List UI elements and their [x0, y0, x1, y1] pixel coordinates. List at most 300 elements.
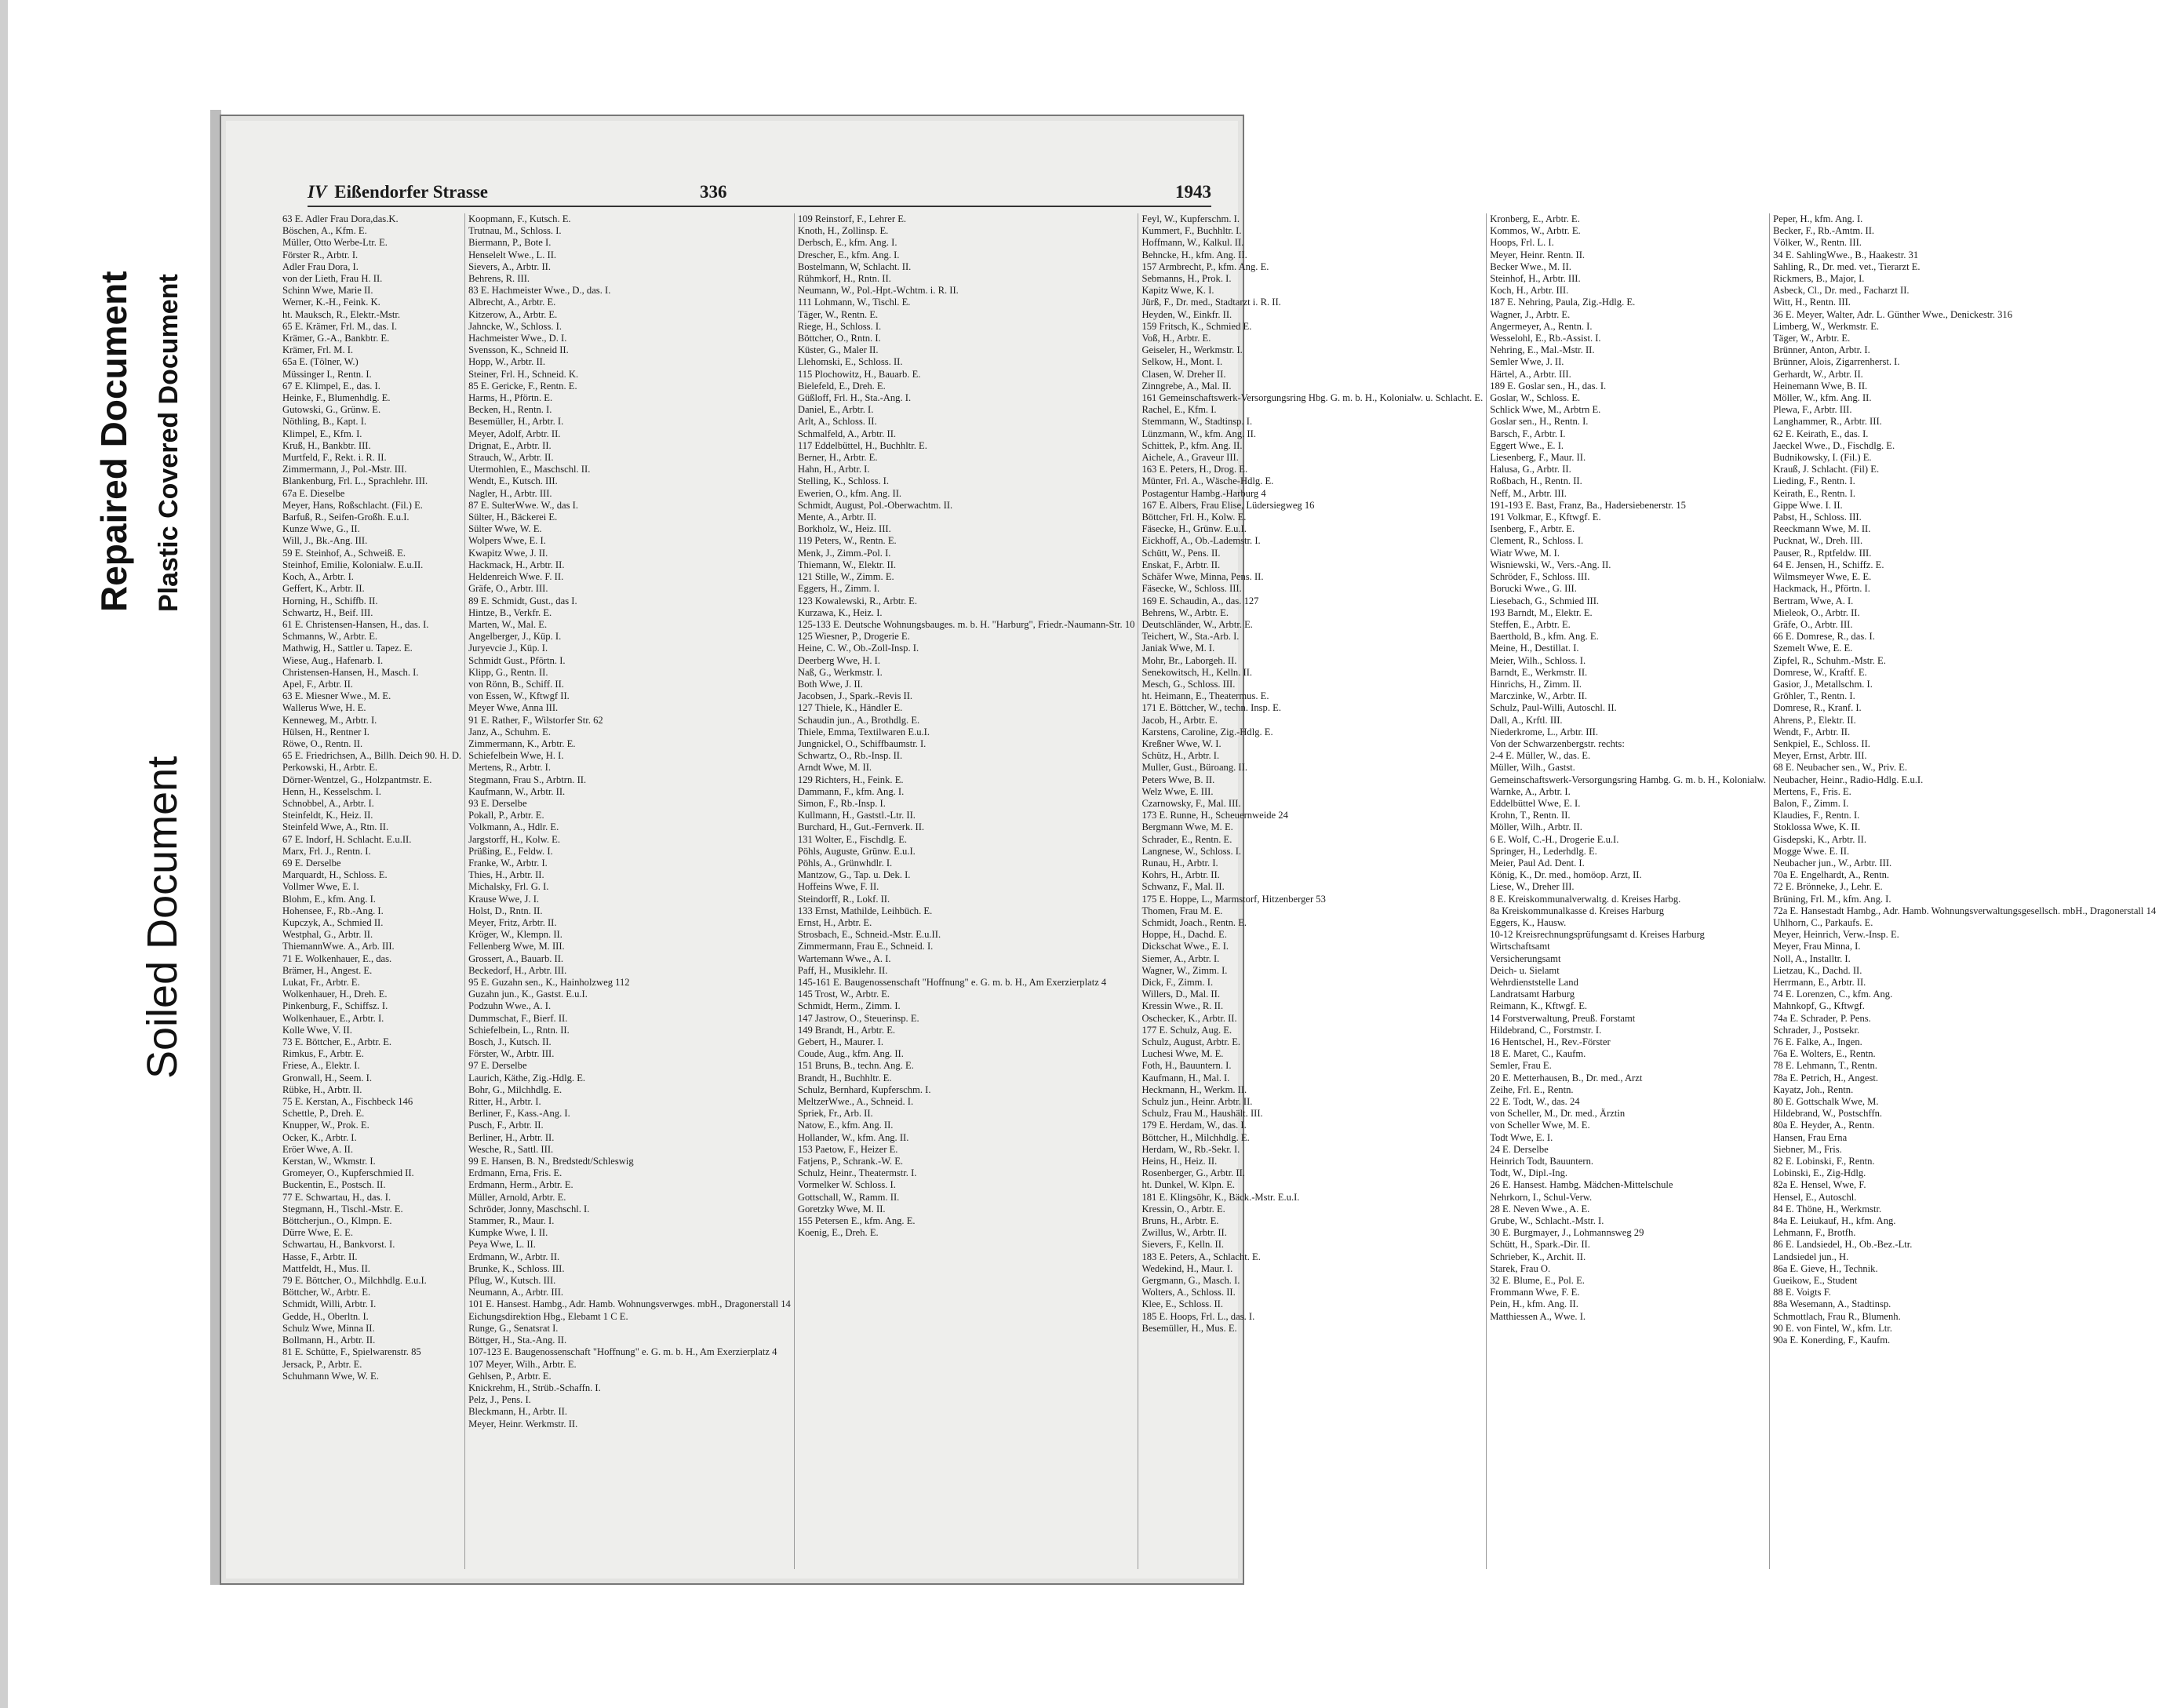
directory-entry: 91 E. Rather, F., Wilstorfer Str. 62: [468, 714, 603, 726]
directory-entry: Meier, Wilh., Schloss. I.: [1490, 654, 1586, 666]
directory-entry: Meine, H., Destillat. I.: [1490, 643, 1579, 654]
directory-entry: Will, J., Bk.-Ang. III.: [282, 535, 368, 547]
directory-entry: Schnobbel, A., Arbtr. I.: [282, 797, 374, 809]
directory-entry: Feyl, W., Kupferschm. I.: [1141, 213, 1240, 224]
directory-entry: 26 E. Hansest. Hambg. Mädchen-Mittelschule: [1490, 1179, 1673, 1191]
directory-entry: 149 Brandt, H., Arbtr. E.: [797, 1024, 896, 1036]
directory-entry: 2-4 E. Müller, W., das. E.: [1490, 750, 1591, 762]
directory-entry: Neubacher, Heinr., Radio-Hdlg. E.u.I.: [1773, 774, 1924, 785]
directory-entry: Frommann Wwe, F. E.: [1490, 1287, 1580, 1298]
directory-entry: 16 Hentschel, H., Rev.-Förster: [1490, 1036, 1611, 1048]
directory-entry: Täger, W., Arbtr. E.: [1773, 333, 1851, 344]
directory-entry: Eichungsdirektion Hbg., Elebamt 1 C E.: [468, 1310, 628, 1322]
directory-entry: Heckmann, H., Werkm. II.: [1141, 1083, 1247, 1095]
directory-entry: Kayatz, Joh., Rentn.: [1773, 1083, 1854, 1095]
directory-entry: 97 E. Derselbe: [468, 1060, 527, 1072]
directory-entry: 65 E. Krämer, Frl. M., das. I.: [282, 320, 398, 332]
directory-entry: 161 Gemeinschaftswerk-Versorgungsring Hbg. G. m. b. H., Kolonialw. u. Schlacht. E.: [1141, 392, 1484, 404]
directory-entry: Brünner, Alois, Zigarrenherst. I.: [1773, 356, 1900, 368]
directory-entry: Mohr, Br., Laborgeh. II.: [1141, 654, 1237, 666]
directory-entry: Pelz, J., Pens. I.: [468, 1394, 531, 1406]
directory-entry: Bertram, Wwe, A. I.: [1773, 595, 1854, 606]
directory-entry: Müller, Otto Werbe-Ltr. E.: [282, 237, 388, 249]
directory-entry: Brämer, H., Angest. E.: [282, 964, 373, 976]
directory-entry: 86a E. Gieve, H., Technik.: [1773, 1262, 1878, 1274]
directory-page: [220, 115, 2157, 1585]
directory-entry: Münter, Frl. A., Wäsche-Hdlg. E.: [1141, 475, 1274, 487]
directory-entry: Utermohlen, E., Maschschl. II.: [468, 464, 591, 475]
directory-entry: 73 E. Böttcher, E., Arbtr. E.: [282, 1036, 392, 1048]
directory-entry: Wagner, J., Arbtr. E.: [1490, 308, 1571, 320]
directory-entry: Hintze, B., Verkfr. E.: [468, 606, 552, 618]
directory-entry: Becken, H., Rentn. I.: [468, 404, 552, 416]
directory-entry: 10-12 Kreisrechnungsprüfungsamt d. Kreises Harburg: [1490, 929, 1705, 941]
directory-entry: Holst, D., Rntn. II.: [468, 905, 543, 916]
directory-entry: Deutschländer, W., Arbtr. E.: [1141, 618, 1253, 630]
directory-entry: Heinke, F., Blumenhdlg. E.: [282, 392, 391, 404]
directory-entry: Michalsky, Frl. G. I.: [468, 881, 549, 893]
directory-entry: Jürß, F., Dr. med., Stadtarzt i. R. II.: [1141, 297, 1281, 308]
directory-entry: Erdmann, W., Arbtr. II.: [468, 1251, 560, 1262]
directory-entry: Drignat, E., Arbtr. II.: [468, 439, 552, 451]
directory-entry: Wolpers Wwe, E. I.: [468, 535, 546, 547]
directory-entry: Klimpel, E., Kfm. I.: [282, 428, 362, 439]
directory-entry: Zinngrebe, A., Mal. II.: [1141, 380, 1232, 391]
directory-entry: von Essen, W., Kftwgf II.: [468, 690, 570, 702]
directory-entry: Hoppe, H., Dachd. E.: [1141, 929, 1227, 941]
directory-entry: Gottschall, W., Ramm. II.: [797, 1191, 900, 1203]
directory-entry: 117 Eddelbüttel, H., Buchhltr. E.: [797, 439, 927, 451]
directory-entry: Runau, H., Arbtr. I.: [1141, 857, 1218, 869]
directory-entry: Semler Wwe, J. II.: [1490, 356, 1564, 368]
directory-entry: Steffen, E., Arbtr. E.: [1490, 618, 1571, 630]
directory-entry: Enskat, F., Arbtr. II.: [1141, 559, 1221, 570]
directory-entry: Aichele, A., Graveur III.: [1141, 452, 1239, 464]
directory-entry: Berliner, H., Arbtr. II.: [468, 1131, 555, 1143]
directory-entry: 72a E. Hansestadt Hambg., Adr. Hamb. Wohnungsverwaltungsgesellsch. mbH., Dragonerstall 14: [1773, 905, 2157, 916]
directory-entry: von der Lieth, Frau H. II.: [282, 273, 383, 285]
directory-entry: 18 E. Maret, C., Kaufm.: [1490, 1048, 1586, 1060]
directory-entry: Schuhmann Wwe, W. E.: [282, 1370, 379, 1382]
directory-entry: Brüning, Frl. M., kfm. Ang. I.: [1773, 893, 1891, 905]
directory-entry: 34 E. SahlingWwe., B., Haakestr. 31: [1773, 249, 1919, 260]
directory-entry: Wendt, E., Kutsch. III.: [468, 475, 558, 487]
directory-entry: Schmidt, Herm., Zimm. I.: [797, 1000, 901, 1012]
directory-entry: Förster, W., Arbtr. III.: [468, 1048, 555, 1060]
directory-entry: Isenberg, F., Arbtr. E.: [1490, 523, 1575, 535]
directory-entry: Wendt, F., Arbtr. II.: [1773, 726, 1851, 737]
directory-entry: 187 E. Nehring, Paula, Zig.-Hdlg. E.: [1490, 297, 1636, 308]
directory-entry: Domrese, W., Kraftf. E.: [1773, 666, 1867, 678]
directory-entry: Rübke, H., Arbtr. II.: [282, 1083, 362, 1095]
directory-entry: Schäfer Wwe, Minna, Pens. II.: [1141, 571, 1264, 583]
directory-entry: Schettle, P., Dreh. E.: [282, 1108, 365, 1120]
directory-entry: Goslar sen., H., Rentn. I.: [1490, 416, 1589, 428]
directory-entry: Geiseler, H., Werkmstr. I.: [1141, 344, 1243, 356]
directory-entry: Teichert, W., Sta.-Arb. I.: [1141, 631, 1240, 643]
directory-entry: Dörner-Wentzel, G., Holzpantmstr. E.: [282, 774, 432, 785]
directory-entry: 169 E. Schaudin, A., das. 127: [1141, 595, 1259, 606]
directory-entry: Hackmack, H., Arbtr. II.: [468, 559, 565, 570]
directory-entry: Horning, H., Schiffb. II.: [282, 595, 378, 606]
directory-entry: Schrieber, K., Archit. II.: [1490, 1251, 1586, 1262]
directory-entry: Volkmann, A., Hdlr. E.: [468, 821, 559, 833]
directory-entry: Rimkus, F., Arbtr. E.: [282, 1048, 364, 1060]
directory-entry: Steinfeld Wwe, A., Rtn. II.: [282, 821, 389, 833]
directory-entry: Jacob, H., Arbtr. E.: [1141, 714, 1218, 726]
directory-entry: 189 E. Goslar sen., H., das. I.: [1490, 380, 1607, 391]
directory-entry: Kruß, H., Bankbtr. III.: [282, 439, 371, 451]
directory-entry: 20 E. Metterhausen, B., Dr. med., Arzt: [1490, 1072, 1643, 1083]
directory-entry: 67a E. Dieselbe: [282, 487, 345, 499]
directory-entry: Schmidt, Joach., Rentn. E.: [1141, 916, 1247, 928]
directory-entry: 153 Paetow, F., Heizer E.: [797, 1143, 898, 1155]
directory-entry: Arndt Wwe, M. II.: [797, 762, 872, 774]
directory-entry: Peters Wwe, B. II.: [1141, 774, 1215, 785]
directory-entry: Liesenberg, F., Maur. II.: [1490, 452, 1586, 464]
directory-entry: 85 E. Gericke, F., Rentn. E.: [468, 380, 577, 391]
directory-entry: Vollmer Wwe, E. I.: [282, 881, 359, 893]
soiled-document-label: Soiled Document: [139, 756, 186, 1079]
directory-entry: Svensson, K., Schneid II.: [468, 344, 569, 356]
directory-entry: 69 E. Derselbe: [282, 857, 341, 869]
directory-entry: Liesebach, G., Schmied III.: [1490, 595, 1600, 606]
directory-entry: Arlt, A., Schloss. II.: [797, 416, 877, 428]
directory-entry: Muller, Gust., Büroang. II.: [1141, 762, 1247, 774]
directory-entry: Hildebrand, W., Postschffn.: [1773, 1108, 1883, 1120]
directory-entry: Senkpiel, E., Schloss. II.: [1773, 737, 1870, 749]
directory-entry: Becker, F., Rb.-Amtm. II.: [1773, 225, 1875, 237]
directory-entry: Pucknat, W., Dreh. III.: [1773, 535, 1863, 547]
directory-entry: Schulz, Paul-Willi, Autoschl. II.: [1490, 702, 1617, 714]
directory-entry: Budnikowsky, I. (Fil.) E.: [1773, 452, 1872, 464]
directory-entry: Kronberg, E., Arbtr. E.: [1490, 213, 1580, 224]
directory-entry: Zimmermann, J., Pol.-Mstr. III.: [282, 464, 407, 475]
directory-entry: Postagentur Hambg.-Harburg 4: [1141, 487, 1266, 499]
directory-entry: 88a Wesemann, A., Stadtinsp.: [1773, 1298, 1891, 1310]
directory-entry: Böttcherjun., O., Klmpn. E.: [282, 1215, 392, 1227]
directory-entry: Czarnowsky, F., Mal. III.: [1141, 797, 1241, 809]
directory-entry: Reimann, K., Kftwgf. E.: [1490, 1000, 1588, 1012]
directory-entry: Brünner, Anton, Arbtr. I.: [1773, 344, 1870, 356]
directory-entry: Welz Wwe, E. III.: [1141, 785, 1214, 797]
directory-entry: Sievers, A., Arbtr. II.: [468, 260, 551, 272]
directory-entry: Ewerien, O., kfm. Ang. II.: [797, 487, 902, 499]
directory-entry: Schmottlach, Frau R., Blumenh.: [1773, 1310, 1901, 1322]
directory-entry: Ahrens, P., Elektr. II.: [1773, 714, 1856, 726]
directory-entry: Neumann, A., Arbtr. III.: [468, 1287, 564, 1298]
repaired-document-label: Repaired Document: [93, 271, 134, 612]
directory-entry: ht. Mauksch, R., Elektr.-Mstr.: [282, 308, 401, 320]
directory-entry: 72 E. Brönneke, J., Lehr. E.: [1773, 881, 1883, 893]
directory-entry: Adler Frau Dora, I.: [282, 260, 359, 272]
directory-entry: Lünzmann, W., kfm. Ang. II.: [1141, 428, 1256, 439]
directory-year: 1943: [1175, 182, 1211, 202]
directory-entry: Warnke, A., Arbtr. I.: [1490, 785, 1571, 797]
directory-entry: 75 E. Kerstan, A., Fischbeck 146: [282, 1096, 413, 1108]
directory-entry: Dürre Wwe, E. E.: [282, 1227, 353, 1239]
directory-entry: Kupczyk, A., Schmied II.: [282, 916, 384, 928]
directory-entry: Rühmkorf, H., Rntn. II.: [797, 273, 891, 285]
directory-entry: 86 E. Landsiedel, H., Ob.-Bez.-Ltr.: [1773, 1239, 1913, 1251]
directory-entry: 28 E. Neven Wwe., A. E.: [1490, 1203, 1590, 1215]
directory-entry: Dammann, F., kfm. Ang. I.: [797, 785, 905, 797]
directory-entry: Stemmann, W., Stadtinsp. I.: [1141, 416, 1253, 428]
directory-entry: 82a E. Hensel, Wwe, F.: [1773, 1179, 1866, 1191]
directory-entry: 65a E. (Tölner, W.): [282, 356, 359, 368]
directory-entry: 80 E. Gottschalk Wwe, M.: [1773, 1096, 1879, 1108]
directory-entry: 67 E. Indorf, H. Schlacht. E.u.II.: [282, 833, 412, 845]
directory-entry: Runge, G., Senatsrat I.: [468, 1322, 559, 1334]
directory-entry: Jersack, P., Arbtr. E.: [282, 1358, 362, 1370]
directory-entry: Gebert, H., Maurer. I.: [797, 1036, 883, 1048]
directory-entry: Pöhls, Auguste, Grünw. E.u.I.: [797, 845, 916, 857]
directory-entry: Mathwig, H., Sattler u. Tapez. E.: [282, 643, 413, 654]
directory-entry: Güßloff, Frl. H., Sta.-Ang. I.: [797, 392, 912, 404]
directory-entry: Schiefelbein Wwe, H. I.: [468, 750, 564, 762]
directory-entry: Bielefeld, E., Dreh. E.: [797, 380, 886, 391]
directory-entry: Versicherungsamt: [1490, 952, 1561, 964]
directory-entry: Hasse, F., Arbtr. II.: [282, 1251, 358, 1262]
directory-entry: 119 Peters, W., Rentn. E.: [797, 535, 897, 547]
directory-entry: Perkowski, H., Arbtr. E.: [282, 762, 378, 774]
directory-entry: Hopp, W., Arbtr. II.: [468, 356, 546, 368]
directory-entry: Eröer Wwe, A. II.: [282, 1143, 353, 1155]
directory-entry: 111 Lohmann, W., Tischl. E.: [797, 297, 911, 308]
directory-entry: Trutnau, M., Schloss. I.: [468, 225, 562, 237]
directory-entry: 107-123 E. Baugenossenschaft "Hoffnung" e. G. m. b. H., Am Exerzierplatz 4: [468, 1346, 777, 1358]
directory-entry: Kurzawa, K., Heiz. I.: [797, 606, 883, 618]
directory-entry: 131 Wolter, E., Fischdlg. E.: [797, 833, 908, 845]
directory-entry: Uhlhorn, C., Parkaufs. E.: [1773, 916, 1873, 928]
section-number: IV: [308, 182, 327, 202]
directory-entry: Meier, Paul Ad. Dent. I.: [1490, 857, 1585, 869]
directory-entry: Krohn, T., Rentn. II.: [1490, 810, 1571, 821]
directory-entry: Gippe Wwe. I. II.: [1773, 499, 1843, 511]
directory-entry: Deich- u. Sielamt: [1490, 964, 1560, 976]
directory-entry: 185 E. Hoops, Frl. L., das. I.: [1141, 1310, 1255, 1322]
column-6: [1770, 213, 2159, 1569]
directory-entry: Thiele, Emma, Textilwaren E.u.I.: [797, 726, 930, 737]
directory-entry: Nehrkorn, I., Schul-Verw.: [1490, 1191, 1593, 1203]
directory-entry: 99 E. Hansen, B. N., Bredstedt/Schleswig: [468, 1156, 634, 1167]
directory-entry: 82 E. Lobinski, F., Rentn.: [1773, 1156, 1875, 1167]
directory-entry: 71 E. Wolkenhauer, E., das.: [282, 952, 392, 964]
directory-entry: 14 Forstverwaltung, Preuß. Forstamt: [1490, 1012, 1636, 1024]
directory-entry: Gedde, H., Oberltn. I.: [282, 1310, 369, 1322]
directory-entry: Thies, H., Arbtr. II.: [468, 869, 544, 881]
directory-entry: Peper, H., kfm. Ang. I.: [1773, 213, 1863, 224]
directory-entry: Koopmann, F., Kutsch. E.: [468, 213, 571, 224]
directory-entry: Barsch, F., Arbtr. I.: [1490, 428, 1566, 439]
directory-entry: 95 E. Guzahn sen., K., Hainholzweg 112: [468, 977, 630, 988]
directory-entry: Nehring, E., Mal.-Mstr. II.: [1490, 344, 1595, 356]
directory-entry: 163 E. Peters, H., Drog. E.: [1141, 464, 1248, 475]
directory-entry: Beckedorf, H., Arbtr. III.: [468, 964, 567, 976]
directory-entry: Karstens, Caroline, Zig.-Hdlg. E.: [1141, 726, 1273, 737]
directory-entry: 77 E. Schwartau, H., das. I.: [282, 1191, 391, 1203]
directory-entry: 89 E. Schmidt, Gust., das I.: [468, 595, 577, 606]
directory-entry: Apel, F., Arbtr. II.: [282, 678, 353, 690]
directory-entry: 191 Volkmar, E., Kftwgf. E.: [1490, 512, 1601, 523]
directory-entry: Limberg, W., Werkmstr. E.: [1773, 320, 1880, 332]
directory-entry: Schulz, Heinr., Theatermstr. I.: [797, 1167, 917, 1179]
directory-entry: Pein, H., kfm. Ang. II.: [1490, 1298, 1578, 1310]
directory-entry: Barfuß, R., Seifen-Großh. E.u.I.: [282, 512, 410, 523]
directory-entry: Kapitz Wwe, K. I.: [1141, 285, 1214, 297]
directory-entry: Steiner, Frl. H., Schneid. K.: [468, 368, 579, 380]
directory-entry: Berner, H., Arbtr. E.: [797, 452, 878, 464]
street-name: Eißendorfer Strasse: [334, 182, 488, 202]
directory-entry: Liese, W., Dreher III.: [1490, 881, 1575, 893]
directory-entry: Christensen-Hansen, H., Masch. I.: [282, 666, 419, 678]
directory-entry: 74 E. Lorenzen, C., kfm. Ang.: [1773, 989, 1893, 1000]
directory-entry: Jargstorff, H., Kolw. E.: [468, 833, 561, 845]
directory-entry: Müssinger I., Rentn. I.: [282, 368, 372, 380]
directory-entry: 84 E. Thöne, H., Werkmstr.: [1773, 1203, 1882, 1215]
directory-entry: Voß, H., Arbtr. E.: [1141, 333, 1211, 344]
directory-entry: Heyden, W., Einkfr. II.: [1141, 308, 1232, 320]
directory-entry: Prüßing, E., Feldw. I.: [468, 845, 553, 857]
directory-entry: Jungnickel, O., Schiffbaumstr. I.: [797, 737, 927, 749]
directory-entry: Müller, Arnold, Arbtr. E.: [468, 1191, 566, 1203]
directory-entry: Naß, G., Werkmstr. I.: [797, 666, 883, 678]
directory-entry: Böschen, A., Kfm. E.: [282, 225, 367, 237]
directory-entry: Keirath, E., Rentn. I.: [1773, 487, 1856, 499]
directory-entry: Fäsecke, H., Grünw. E.u.I.: [1141, 523, 1247, 535]
directory-entry: 84a E. Leiukauf, H., kfm. Ang.: [1773, 1215, 1896, 1227]
directory-entry: Kumpke Wwe, I. II.: [468, 1227, 548, 1239]
directory-entry: Knupper, W., Prok. E.: [282, 1120, 370, 1131]
directory-entry: 167 E. Albers, Frau Elise, Lüdersiegweg 16: [1141, 499, 1315, 511]
directory-entry: Wiese, Aug., Hafenarb. I.: [282, 654, 384, 666]
directory-entry: 121 Stille, W., Zimm. E.: [797, 571, 894, 583]
directory-entry: Asbeck, Cl., Dr. med., Facharzt II.: [1773, 285, 1910, 297]
directory-entry: Blankenburg, Frl. L., Sprachlehr. III.: [282, 475, 428, 487]
directory-entry: Röwe, O., Rentn. II.: [282, 737, 363, 749]
directory-entry: Goslar, W., Schloss. E.: [1490, 392, 1581, 404]
directory-entry: Pauser, R., Rptfeldw. III.: [1773, 547, 1872, 559]
directory-entry: Schulz Wwe, Minna II.: [282, 1322, 375, 1334]
directory-entry: MeltzerWwe., A., Schneid. I.: [797, 1096, 914, 1108]
directory-entry: 67 E. Klimpel, E., das. I.: [282, 380, 380, 391]
directory-entry: Gromeyer, O., Kupferschmied II.: [282, 1167, 414, 1179]
directory-entry: 159 Fritsch, K., Schmied E.: [1141, 320, 1252, 332]
directory-entry: Wolkenhauer, E., Arbtr. I.: [282, 1012, 384, 1024]
directory-entry: Steinhof, H., Arbtr. III.: [1490, 273, 1581, 285]
directory-entry: Roßbach, H., Rentn. II.: [1490, 475, 1582, 487]
directory-entry: Brunke, K., Schloss. III.: [468, 1262, 565, 1274]
directory-entry: 88 E. Voigts F.: [1773, 1287, 1831, 1298]
directory-entry: Bergmann Wwe, M. E.: [1141, 821, 1233, 833]
directory-entry: Meyer, Ernst, Arbtr. III.: [1773, 750, 1867, 762]
directory-entry: Küster, G., Maler II.: [797, 344, 879, 356]
directory-entry: Behrens, R. III.: [468, 273, 530, 285]
directory-entry: Juryevcie J., Küp. I.: [468, 643, 548, 654]
directory-entry: Bleckmann, H., Arbtr. II.: [468, 1406, 567, 1418]
directory-entry: Noll, A., Installtr. I.: [1773, 952, 1851, 964]
directory-entry: Dall, A., Krftl. III.: [1490, 714, 1563, 726]
column-5: [1487, 213, 1770, 1569]
directory-entry: Böttcher, Frl. H., Kolw. E.: [1141, 512, 1247, 523]
directory-entry: Selkow, H., Mont. I.: [1141, 356, 1223, 368]
directory-entry: Schwartz, O., Rb.-Insp. II.: [797, 750, 903, 762]
directory-entry: Gehlsen, P., Arbtr. E.: [468, 1370, 552, 1382]
directory-entry: 171 E. Böttcher, W., techn. Insp. E.: [1141, 702, 1281, 714]
directory-entry: Foth, H., Bauuntern. I.: [1141, 1060, 1232, 1072]
directory-entry: 181 E. Klingsöhr, K., Bäck.-Mstr. E.u.I.: [1141, 1191, 1300, 1203]
directory-entry: Landsiedel jun., H.: [1773, 1251, 1849, 1262]
directory-entry: 145-161 E. Baugenossenschaft "Hoffnung" e. G. m. b. H., Am Exerzierplatz 4: [797, 977, 1107, 988]
plastic-covered-label: Plastic Covered Document: [154, 274, 184, 612]
directory-entry: Kerstan, W., Wkmstr. I.: [282, 1156, 376, 1167]
directory-entry: Coude, Aug., kfm. Ang. II.: [797, 1048, 904, 1060]
directory-entry: Hahn, H., Arbtr. I.: [797, 464, 870, 475]
directory-entry: Todt Wwe, E. I.: [1490, 1131, 1553, 1143]
directory-entry: Klee, E., Schloss. II.: [1141, 1298, 1223, 1310]
directory-entry: Schaudin jun., A., Brothdlg. E.: [797, 714, 920, 726]
directory-entry: 101 E. Hansest. Hambg., Adr. Hamb. Wohnungsverwges. mbH., Dragonerstall 14: [468, 1298, 791, 1310]
directory-entry: Harms, H., Pförtn. E.: [468, 392, 553, 404]
directory-entry: Eddelbüttel Wwe, E. I.: [1490, 797, 1581, 809]
directory-entry: Möller, Wilh., Arbtr. II.: [1490, 821, 1582, 833]
directory-entry: 87 E. SulterWwe. W., das I.: [468, 499, 578, 511]
directory-entry: Vormelker W. Schloss. I.: [797, 1179, 896, 1191]
directory-entry: 125 Wiesner, P., Drogerie E.: [797, 631, 910, 643]
directory-entry: Meyer, Heinr. Werkmstr. II.: [468, 1418, 578, 1429]
directory-entry: Ritter, H., Arbtr. I.: [468, 1096, 541, 1108]
directory-entry: Wartemann Wwe., A. I.: [797, 952, 891, 964]
directory-entry: Menk, J., Zimm.-Pol. I.: [797, 547, 891, 559]
directory-entry: Simon, F., Rb.-Insp. I.: [797, 797, 886, 809]
directory-entry: Herrmann, E., Arbtr. II.: [1773, 977, 1866, 988]
directory-entry: ht. Dunkel, W. Klpn. E.: [1141, 1179, 1236, 1191]
directory-entry: 63 E. Adler Frau Dora,das.K.: [282, 213, 399, 224]
directory-entry: 145 Trost, W., Arbtr. E.: [797, 989, 890, 1000]
directory-entry: Behrens, W., Arbtr. E.: [1141, 606, 1229, 618]
directory-entry: Wolters, A., Schloss. II.: [1141, 1287, 1236, 1298]
directory-entry: 62 E. Keirath, E., das. I.: [1773, 428, 1869, 439]
directory-entry: Eggert Wwe., E. I.: [1490, 439, 1564, 451]
directory-entry: Schwanz, F., Mal. II.: [1141, 881, 1225, 893]
directory-entry: Ernst, H., Arbtr. E.: [797, 916, 872, 928]
directory-entry: 155 Petersen E., kfm. Ang. E.: [797, 1215, 916, 1227]
directory-entry: Sülter, H., Bäckerei E.: [468, 512, 558, 523]
directory-entry: Böttcher, W., Arbtr. E.: [282, 1287, 371, 1298]
directory-entry: Wesselohl, E., Rb.-Assist. I.: [1490, 333, 1601, 344]
directory-entry: Marquardt, H., Schloss. E.: [282, 869, 388, 881]
directory-entry: Grube, W., Schlacht.-Mstr. I.: [1490, 1215, 1604, 1227]
column-4: [1138, 213, 1487, 1569]
directory-entry: Stelling, K., Schloss. I.: [797, 475, 890, 487]
directory-entry: Schiefelbein, L., Rntn. II.: [468, 1024, 570, 1036]
directory-entry: Riege, H., Schloss. I.: [797, 320, 882, 332]
directory-entry: Kullmann, H., Gaststl.-Ltr. II.: [797, 810, 916, 821]
directory-entry: Pusch, F., Arbtr. II.: [468, 1120, 544, 1131]
directory-entry: Klipp, G., Rentn. II.: [468, 666, 548, 678]
directory-entry: Gasior, J., Metallschm. I.: [1773, 678, 1873, 690]
directory-entry: 63 E. Miesner Wwe., M. E.: [282, 690, 391, 702]
directory-entry: Bollmann, H., Arbtr. II.: [282, 1335, 376, 1346]
directory-entry: 115 Plochowitz, H., Bauarb. E.: [797, 368, 921, 380]
directory-entry: Biermann, P., Bote I.: [468, 237, 552, 249]
directory-entry: 109 Reinstorf, F., Lehrer E.: [797, 213, 907, 224]
directory-entry: Heins, H., Heiz. II.: [1141, 1156, 1218, 1167]
directory-entry: 127 Thiele, K., Händler E.: [797, 702, 903, 714]
directory-entry: Niederkrome, L., Arbtr. III.: [1490, 726, 1599, 737]
directory-entry: Stegmann, H., Tischl.-Mstr. E.: [282, 1203, 403, 1215]
directory-entry: Schmidt Gust., Pförtn. I.: [468, 654, 566, 666]
